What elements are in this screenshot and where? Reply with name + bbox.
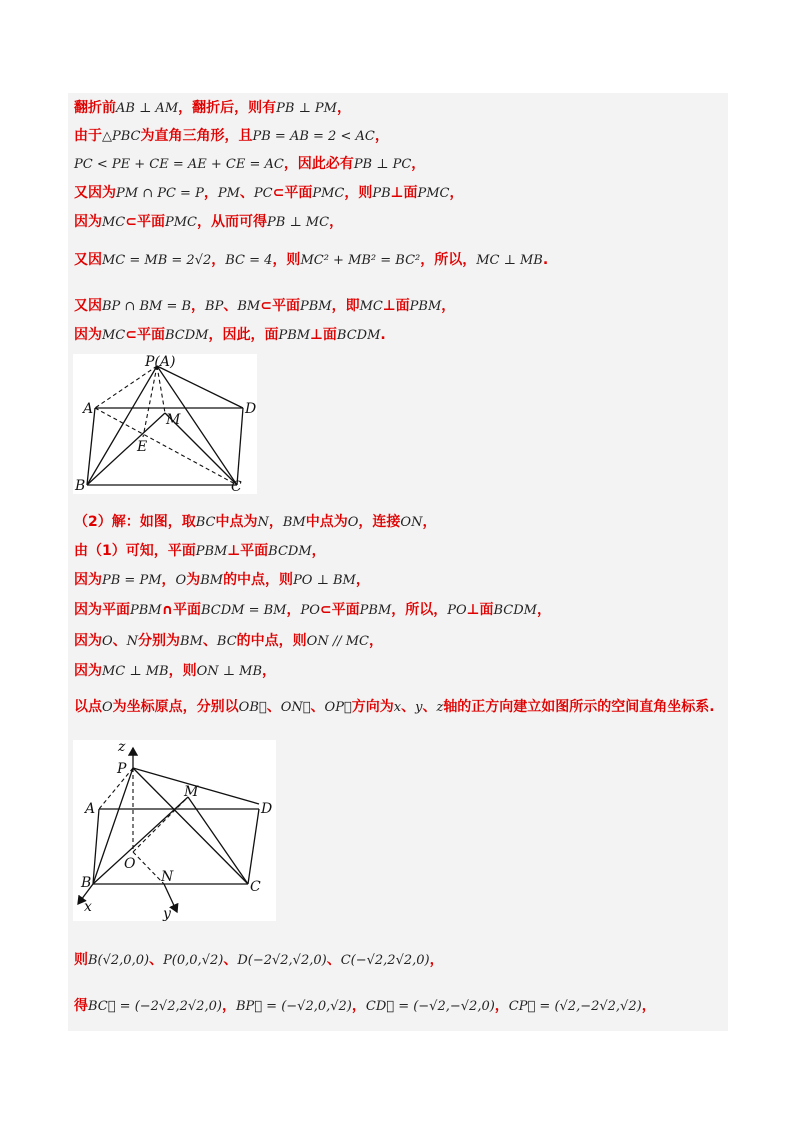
label-C: C	[231, 479, 242, 494]
text-segment: 由（1）可知，平面	[74, 543, 196, 559]
text-segment: 、	[422, 699, 437, 715]
text-segment: ⊂平面	[125, 327, 165, 343]
math-expression: BC	[216, 634, 237, 649]
text-segment: 得	[74, 998, 88, 1014]
math-expression: CP⃗ = (√2,−2√2,√2)	[508, 999, 642, 1014]
text-segment: ，	[268, 514, 283, 530]
text-line	[74, 996, 656, 1017]
text-segment: 方向为	[351, 699, 394, 715]
label-E: E	[137, 439, 148, 455]
math-expression: OB⃗	[238, 700, 267, 715]
label-M: M	[184, 784, 199, 800]
text-segment: ，	[374, 128, 389, 144]
math-expression: BP⃗ = (−√2,0,√2)	[235, 999, 352, 1014]
text-segment: 因为	[74, 633, 102, 649]
label-D: D	[245, 401, 257, 417]
label-x: x	[84, 899, 92, 915]
text-segment: ，则	[168, 663, 197, 679]
label-P: P	[117, 761, 127, 777]
text-segment: 又因	[74, 252, 102, 268]
math-expression: MC = MB = 2√2	[102, 253, 212, 268]
math-expression: PB ⊥ PM	[276, 101, 337, 116]
text-line	[74, 296, 455, 317]
math-expression: ON	[400, 515, 423, 530]
math-expression: PB	[372, 186, 391, 201]
math-expression: O	[347, 515, 359, 530]
text-segment: 因为平面	[74, 602, 130, 618]
math-expression: △PBC	[102, 129, 141, 144]
text-line	[74, 541, 326, 562]
text-segment: 翻折前	[74, 100, 116, 116]
text-segment: ，	[449, 185, 464, 201]
label-B: B	[75, 478, 86, 494]
text-segment: ，	[191, 298, 206, 314]
math-expression: MC ⊥ MB	[102, 664, 169, 679]
text-segment: ，连接	[358, 514, 401, 530]
text-line	[74, 697, 715, 718]
math-expression: BC = 4	[225, 253, 273, 268]
math-expression: O	[102, 634, 113, 649]
text-segment: ，	[161, 572, 176, 588]
text-line	[74, 661, 276, 682]
math-expression: MC² + MB² = BC²	[300, 253, 421, 268]
text-segment: ，因此，面	[208, 327, 279, 343]
text-segment: ，	[355, 572, 370, 588]
text-segment: ，	[329, 214, 344, 230]
text-segment: 又因	[74, 298, 102, 314]
text-segment: ，	[429, 952, 444, 968]
math-expression: PC < PE + CE = AE + CE = AC	[74, 157, 284, 172]
text-segment: 为	[186, 572, 201, 588]
text-segment: ，则	[344, 185, 373, 201]
math-expression: y	[415, 700, 423, 715]
text-segment: ⊥面	[466, 602, 494, 618]
text-segment: ，	[351, 998, 366, 1014]
text-segment: ，	[221, 998, 236, 1014]
text-segment: 为坐标原点，分别以	[112, 699, 239, 715]
math-expression: BCDM	[165, 328, 209, 343]
text-segment: ，	[441, 298, 456, 314]
pyramid-diagram	[73, 354, 257, 494]
text-segment: ，	[641, 998, 656, 1014]
math-expression: PB ⊥ MC	[267, 215, 330, 230]
text-segment: 因为	[74, 327, 102, 343]
math-expression: BM	[180, 634, 203, 649]
math-expression: PBM	[195, 544, 228, 559]
text-segment: 、	[326, 952, 341, 968]
text-segment: 因为	[74, 214, 102, 230]
math-expression: O	[175, 573, 187, 588]
math-expression: AB ⊥ AM	[116, 101, 179, 116]
text-line	[74, 600, 551, 621]
text-segment: .	[380, 327, 386, 343]
text-segment: ，	[211, 252, 226, 268]
text-segment: 、	[202, 633, 217, 649]
math-expression: MC	[102, 215, 126, 230]
label-z: z	[118, 740, 126, 755]
math-expression: PO	[447, 603, 467, 618]
text-segment: ⊂平面	[125, 214, 165, 230]
text-segment: 的中点，则	[236, 633, 307, 649]
text-segment: ⊥平面	[227, 543, 269, 559]
text-line	[74, 250, 548, 271]
math-expression: PBM	[359, 603, 392, 618]
math-expression: PMC	[165, 215, 198, 230]
math-expression: PC	[253, 186, 273, 201]
text-line	[74, 98, 351, 119]
math-expression: BCDM	[268, 544, 312, 559]
label-A: A	[83, 401, 94, 417]
label-B: B	[81, 875, 92, 891]
math-expression: PBM	[299, 299, 332, 314]
math-expression: PBM	[409, 299, 442, 314]
text-segment: 以点	[74, 699, 102, 715]
text-segment: ⊂平面	[272, 185, 313, 201]
math-expression: BCDM = BM	[201, 603, 287, 618]
text-line	[74, 631, 383, 652]
text-segment: ，	[203, 185, 218, 201]
math-expression: PMC	[312, 186, 345, 201]
text-segment: ，	[536, 602, 551, 618]
math-expression: BCDM	[493, 603, 537, 618]
text-line	[74, 154, 425, 175]
text-segment: 、	[266, 699, 281, 715]
text-segment: 分别为	[138, 633, 181, 649]
math-expression: PO ⊥ BM	[293, 573, 356, 588]
text-segment: ，	[262, 663, 277, 679]
label-N: N	[161, 869, 174, 885]
text-segment: ，	[494, 998, 509, 1014]
text-segment: 的中点，则	[223, 572, 294, 588]
text-segment: ，即	[331, 298, 360, 314]
math-expression: CD⃗ = (−√2,−√2,0)	[365, 999, 495, 1014]
folded-pyramid-figure	[73, 354, 257, 494]
text-segment: 中点为	[215, 514, 258, 530]
math-expression: PO	[300, 603, 320, 618]
math-expression: BCDM	[336, 328, 381, 343]
math-expression: ON⃗	[280, 700, 311, 715]
text-segment: 、	[223, 298, 238, 314]
math-expression: P(0,0,√2)	[163, 953, 224, 968]
label-y: y	[163, 906, 171, 921]
text-segment: 因为	[74, 663, 102, 679]
text-segment: ，从而可得	[197, 214, 268, 230]
text-segment: ∩平面	[161, 602, 201, 618]
math-expression: BM	[200, 573, 224, 588]
math-expression: MC ⊥ MB	[476, 253, 543, 268]
math-expression: BM	[237, 299, 261, 314]
math-expression: B(√2,0,0)	[88, 953, 150, 968]
text-segment: ，	[337, 100, 351, 116]
label-P: P(A)	[145, 354, 176, 370]
label-M: M	[166, 412, 181, 428]
text-segment: 、	[401, 699, 416, 715]
math-expression: MC	[102, 328, 126, 343]
math-expression: N	[257, 515, 269, 530]
math-expression: O	[102, 700, 113, 715]
math-expression: PB ⊥ PC	[353, 157, 412, 172]
text-segment: ⊥面	[382, 298, 410, 314]
math-expression: BM	[282, 515, 306, 530]
text-segment: ⊂平面	[319, 602, 360, 618]
math-expression: PB = AB = 2 < AC	[252, 129, 375, 144]
text-segment: 则	[74, 952, 88, 968]
text-segment: 为直角三角形，且	[140, 128, 253, 144]
text-line	[74, 570, 370, 591]
label-C: C	[250, 879, 261, 895]
text-segment: ，	[311, 543, 326, 559]
math-expression: ON // MC	[306, 634, 369, 649]
text-line	[74, 126, 389, 147]
math-expression: PMC	[417, 186, 450, 201]
text-segment: ，则	[272, 252, 301, 268]
math-expression: N	[126, 634, 139, 649]
text-segment: .	[542, 252, 549, 268]
text-segment: 、	[223, 952, 238, 968]
math-expression: x	[393, 700, 402, 715]
math-expression: C(−√2,2√2,0)	[340, 953, 430, 968]
math-expression: PM	[217, 186, 240, 201]
text-segment: 又因为	[74, 185, 116, 201]
text-line	[74, 512, 436, 533]
text-line	[74, 950, 444, 971]
math-expression: BC	[195, 515, 216, 530]
label-A: A	[85, 801, 96, 817]
text-segment: 因为	[74, 572, 102, 588]
math-expression: OP⃗	[324, 700, 352, 715]
text-line	[74, 212, 343, 233]
text-segment: ，	[422, 514, 437, 530]
text-segment: ，	[411, 156, 426, 172]
text-segment: ，所以，	[420, 252, 477, 268]
text-segment: ⊥面	[390, 185, 418, 201]
math-expression: BP	[205, 299, 224, 314]
label-D: D	[261, 801, 273, 817]
text-segment: ，因此必有	[283, 156, 354, 172]
math-expression: MC	[359, 299, 383, 314]
text-segment: 、	[239, 185, 254, 201]
text-segment: 、	[112, 633, 127, 649]
text-segment: ⊂平面	[260, 298, 300, 314]
label-O: O	[124, 856, 136, 872]
math-expression: BP ∩ BM = B	[102, 299, 192, 314]
text-segment: 轴的正方向建立如图所示的空间直角坐标系.	[443, 699, 715, 715]
math-expression: PB = PM	[102, 573, 162, 588]
text-segment: 、	[310, 699, 325, 715]
text-segment: ，所以，	[391, 602, 448, 618]
text-segment: 中点为	[305, 514, 348, 530]
math-expression: ON ⊥ MB	[196, 664, 263, 679]
text-segment: ⊥面	[310, 327, 337, 343]
math-expression: BC⃗ = (−2√2,2√2,0)	[88, 999, 222, 1014]
math-expression: PBM	[130, 603, 162, 618]
text-segment: ，	[286, 602, 301, 618]
math-expression: D(−2√2,√2,0)	[237, 953, 327, 968]
text-line	[74, 183, 463, 204]
math-expression: PBM	[278, 328, 311, 343]
text-segment: 、	[149, 952, 164, 968]
math-expression: z	[436, 700, 444, 715]
text-segment: （2）解：如图，取	[74, 514, 196, 530]
coordinate-diagram	[73, 740, 276, 921]
text-segment: ，	[369, 633, 383, 649]
math-expression: PM ∩ PC = P	[116, 186, 204, 201]
text-line	[74, 325, 386, 346]
text-segment: ，翻折后，则有	[178, 100, 277, 116]
coordinate-figure	[73, 740, 276, 921]
text-segment: 由于	[74, 128, 102, 144]
